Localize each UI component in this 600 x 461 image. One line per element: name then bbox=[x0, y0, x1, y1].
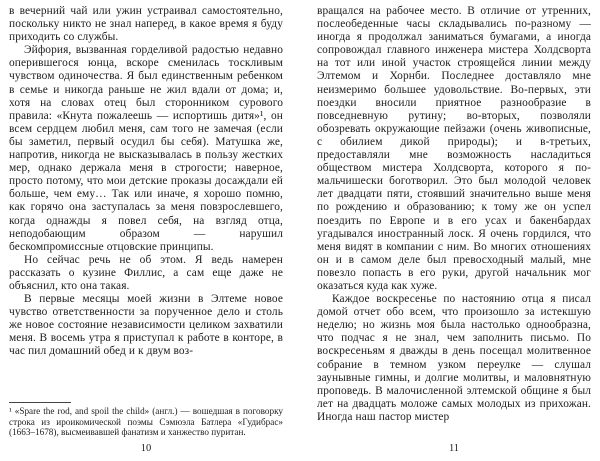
page-number-right: 11 bbox=[448, 443, 460, 454]
page-left-text bbox=[9, 5, 283, 359]
footnote-divider bbox=[9, 402, 71, 403]
page-number-left: 10 bbox=[140, 443, 152, 454]
paragraph-continuation: в вечерний чай или ужин устраивал самостоятельно, поскольку никто не знал наперед, в какое время я буду приходить со службы. bbox=[9, 5, 283, 44]
page-right bbox=[317, 5, 591, 455]
paragraph: Эйфория, вызванная горделивой радостью недавно оперившегося юнца, вскоре сменилась тоскливым чувством одиночества. Я был единственным ребенком в семье и никогда раньше не жил вдали от дома; и, хотя на словах отец был сторонником сурового правила: «Кнута пожалеешь — испортишь дитя»¹, он всем сердцем любил меня, сам того не замечая (если бы заметил, первый осудил бы себя). Матушка же, напротив, никогда не высказывалась в пользу жестких мер, однако держала меня в строгости; наверное, просто потому, что мои детские проказы досаждали ей больше, чем ему… Так или иначе, я хорошо помню, как горячо она заступалась за меня повзрослевшего, когда однажды я повел себя, на взгляд отца, неподобающим образом — нарушил бескомпромиссные отцовские принципы. bbox=[9, 44, 283, 253]
paragraph: В первые месяцы моей жизни в Элтеме новое чувство ответственности за порученное дело и столь же новое состояние независимости целиком захватили меня. В восемь утра я приступал к работе в конторе, в час пил домашний обед и к двум воз- bbox=[9, 293, 283, 358]
page-right-text bbox=[317, 5, 591, 424]
paragraph: Но сейчас речь не об этом. Я ведь намерен рассказать о кузине Филлис, а сам еще даже не объяснил, кто она такая. bbox=[9, 253, 283, 292]
paragraph-continuation: вращался на рабочее место. В отличие от утренних, послеобеденные часы складывались по-разному — иногда я продолжал заниматься бумагами, а иногда сопровождал главного инженера мистера Холдсворта на тот или иной участок строящейся линии между Элтемом и Хорнби. Последнее доставляло мне неизмеримо большее удовольствие. Во-первых, эти поездки вносили приятное разнообразие в повседневную рутину; во-вторых, позволяли обозревать окружающие пейзажи (очень живописные, с обилием дикой природы); и в-третьих, предоставляли мне возможность насладиться обществом мистера Холдсворта, которого я по-мальчишески боготворил. Это был молодой человек лет двадцати пяти, стоявший значительно выше меня по рождению и образованию; к тому же он успел поездить по Европе и в его усах и бакенбардах угадывался иностранный лоск. Я очень гордился, что меня видят в компании с ним. Во многих отношениях он и в самом деле был превосходный малый, мне повезло попасть в его руки, другой начальник мог оказаться куда как хуже. bbox=[317, 5, 591, 292]
footnote-text: ¹ «Spare the rod, and spoil the child» (англ.) — вошедшая в поговорку строка из ироикомической поэмы Сэмюэла Батлера «Гудибрас» (1663–1678), высмеивавшей фанатизм и ханжество пуритан. bbox=[9, 406, 283, 438]
footnote-area bbox=[9, 397, 283, 438]
page-left bbox=[9, 5, 283, 455]
paragraph: Каждое воскресенье по настоянию отца я писал домой отчет обо всем, что произошло за истекшую неделю; но жизнь моя была настолько однообразна, что подчас я не знал, чем заполнить письмо. По воскресеньям я дважды в день посещал молитвенное собрание в темном узком переулке — слушал заунывные гимны, и долгие молитвы, и маловнятную проповедь. В малочисленной элтемской общине я был лет на двадцать моложе самых молодых из прихожан. Иногда наш пастор мистер bbox=[317, 293, 591, 423]
